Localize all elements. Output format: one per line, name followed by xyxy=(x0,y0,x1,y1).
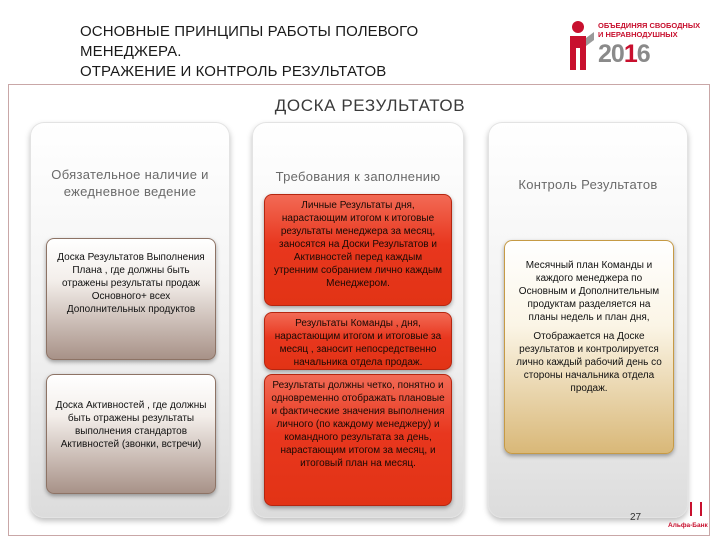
logo-year-part: 20 xyxy=(598,40,624,68)
card-personal-results xyxy=(264,194,452,306)
logo-figure-icon xyxy=(566,18,596,74)
card-text: Результаты должны четко, понятно и одновременно отображать плановые и фактические значения выполнения личного (по каждому менеджеру) и командного результата за день, нарастающим итогом за месяц, и итоговый план на месяц. xyxy=(271,380,445,469)
slide-title xyxy=(80,22,520,82)
column-control xyxy=(488,122,688,518)
column-heading-line: ежедневное ведение xyxy=(63,184,197,199)
logo-slogan xyxy=(598,21,700,39)
brand-name: Альфа-Банк xyxy=(668,522,708,529)
column-heading-line: Требования к заполнению xyxy=(275,169,441,184)
logo-year xyxy=(598,40,650,68)
board-title: ДОСКА РЕЗУЛЬТАТОВ xyxy=(274,96,466,115)
card-text: Отображается на Доске результатов и контролируется лично каждый рабочий день со стороны начальника отдела продаж. xyxy=(516,331,662,394)
slide-title-line: ОТРАЖЕНИЕ И КОНТРОЛЬ РЕЗУЛЬТАТОВ xyxy=(80,63,387,80)
slide-title-line: ОСНОВНЫЕ ПРИНЦИПЫ РАБОТЫ ПОЛЕВОГО xyxy=(80,23,419,40)
column-mandatory xyxy=(30,122,230,518)
card-text: Результаты Команды , дня, нарастающим итогом и итоговые за месяц , заносит непосредственно начальника отдела продаж. xyxy=(274,318,442,368)
card-results-board xyxy=(46,238,216,360)
logo-year-part: 1 xyxy=(623,40,637,68)
card-text: Доска Результатов Выполнения Плана , где должны быть отражены результаты продаж Основного+ всех Дополнительных продуктов xyxy=(57,252,205,315)
column-heading xyxy=(30,166,230,200)
column-heading xyxy=(488,176,688,193)
card-display-requirements xyxy=(264,374,452,506)
logo-slogan-line: ОБЪЕДИНЯЯ СВОБОДНЫХ xyxy=(598,21,701,30)
logo-year-part: 6 xyxy=(636,40,650,68)
card-text: Месячный план Команды и каждого менеджера по Основным и Дополнительным продуктам разделяется на планы недель и план дня, xyxy=(518,260,660,323)
card-activity-board xyxy=(46,374,216,494)
alfa-bank-logo-icon xyxy=(690,502,702,516)
card-team-results xyxy=(264,312,452,370)
card-control-results xyxy=(504,240,674,454)
logo xyxy=(566,18,706,74)
column-requirements xyxy=(252,122,464,518)
column-heading-line: Контроль Результатов xyxy=(518,177,658,192)
column-heading-line: Обязательное наличие и xyxy=(51,167,209,182)
card-text: Личные Результаты дня, нарастающим итогом к итоговые результаты менеджера за месяц, заносятся на Доски Результатов и Активностей перед каждым утренним собранием лично каждым Менеджером. xyxy=(273,200,443,289)
column-heading xyxy=(252,168,464,185)
logo-slogan-line: И НЕРАВНОДУШНЫХ xyxy=(598,30,678,39)
card-text: Доска Активностей , где должны быть отражены результаты выполнения стандартов Активностей (звонки, встречи) xyxy=(55,400,207,450)
page-number: 27 xyxy=(630,512,642,523)
slide-title-line: МЕНЕДЖЕРА. xyxy=(80,43,182,60)
